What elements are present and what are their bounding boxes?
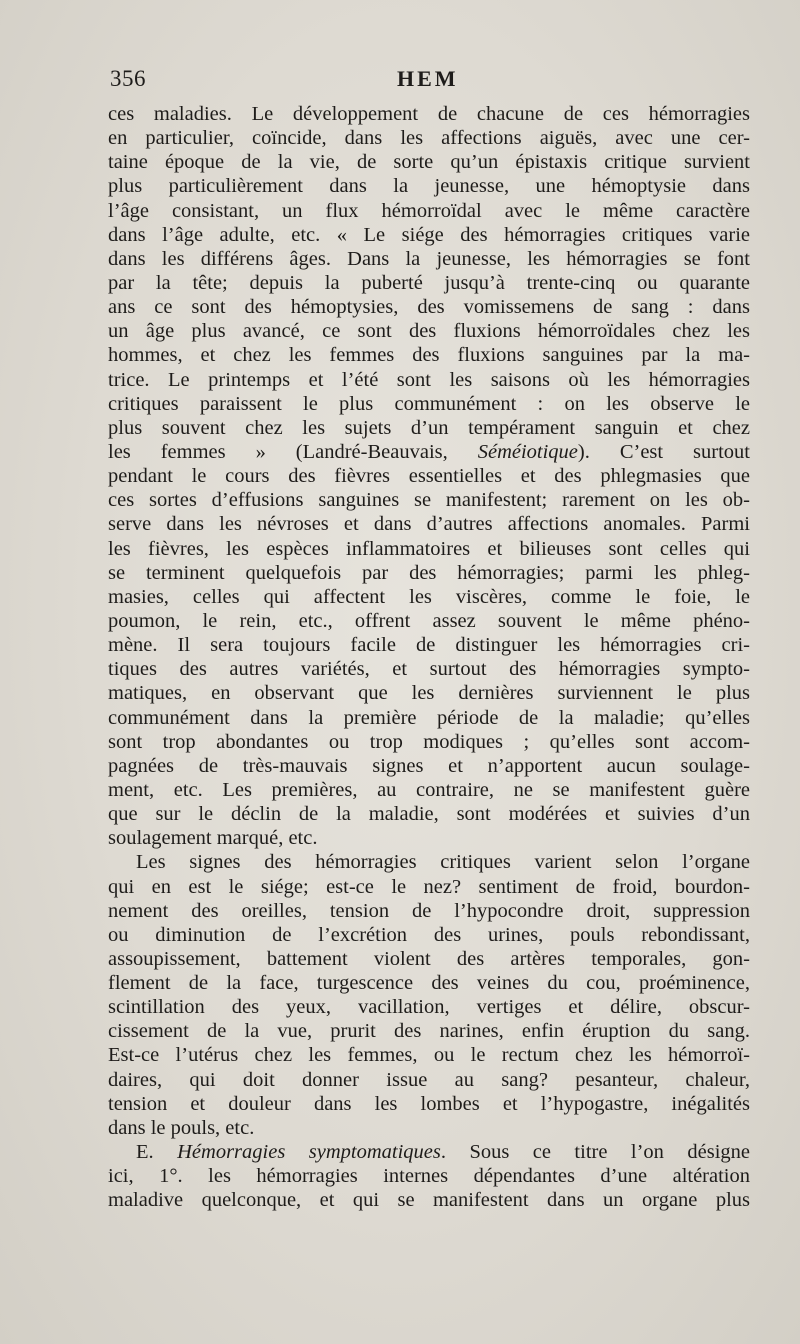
text-segment: masies, celles qui affectent les viscères, comme le foie, le — [108, 585, 750, 608]
text-segment: scintillation des yeux, vacillation, vertiges et délire, obscur- — [108, 996, 750, 1019]
text-line — [108, 392, 750, 416]
text-line — [108, 850, 750, 874]
text-segment: plus particulièrement dans la jeunesse, une hémoptysie dans — [108, 175, 750, 198]
text-segment: nement des oreilles, tension de l’hypocondre droit, suppression — [108, 899, 750, 922]
text-segment: serve dans les névroses et dans d’autres affections anomales. Parmi — [108, 513, 750, 536]
text-line — [108, 1116, 750, 1140]
text-segment: tiques des autres variétés, et surtout des hémorragies sympto- — [108, 658, 750, 681]
text-segment: se terminent quelquefois par des hémorragies; parmi les phleg- — [108, 561, 750, 584]
text-line — [108, 295, 750, 319]
text-segment: dans l’âge adulte, etc. « Le siége des hémorragies critiques varie — [108, 223, 750, 246]
text-segment: taine époque de la vie, de sorte qu’un épistaxis critique survient — [108, 151, 750, 174]
text-segment: tension et douleur dans les lombes et l’hypogastre, inégalités — [108, 1092, 750, 1115]
text-line — [108, 271, 750, 295]
text-segment: les femmes » (Landré-Beauvais, — [108, 440, 478, 463]
text-line — [108, 657, 750, 681]
text-line — [108, 126, 750, 150]
italic-text: Séméiotique — [477, 440, 578, 463]
text-line — [108, 343, 750, 367]
text-segment: ici, 1°. les hémorragies internes dépendantes d’une altération — [108, 1165, 750, 1188]
text-line — [108, 150, 750, 174]
text-line — [108, 416, 750, 440]
text-segment: ces maladies. Le développement de chacune de ces hémorragies — [108, 103, 750, 125]
text-segment: sont trop abondantes ou trop modiques ; qu’elles sont accom- — [108, 730, 750, 753]
text-segment: ans ce sont des hémoptysies, des vomissemens de sang : dans — [108, 296, 750, 319]
text-segment: que sur le déclin de la maladie, sont modérées et suivies d’un — [108, 803, 750, 826]
text-line — [108, 1140, 750, 1164]
text-segment: par la tête; depuis la puberté jusqu’à trente-cinq ou quarante — [108, 271, 750, 294]
text-segment: daires, qui doit donner issue au sang? pesanteur, chaleur, — [108, 1068, 750, 1091]
text-segment: matiques, en observant que les dernières surviennent le plus — [108, 682, 750, 705]
running-head: HEM — [397, 66, 459, 91]
text-segment: dans les différens âges. Dans la jeunesse, les hémorragies se font — [108, 247, 750, 270]
text-segment: mène. Il sera toujours facile de distinguer les hémorragies cri- — [108, 634, 750, 657]
text-line — [108, 174, 750, 198]
text-line — [108, 199, 750, 223]
text-segment: poumon, le rein, etc., offrent assez souvent le même phéno- — [108, 609, 750, 632]
text-segment: plus souvent chez les sujets d’un tempérament sanguin et chez — [108, 416, 750, 439]
text-segment: maladive quelconque, et qui se manifestent dans un organe plus — [108, 1189, 750, 1212]
text-line — [108, 561, 750, 585]
text-segment: assoupissement, battement violent des artères temporales, gon- — [108, 947, 750, 970]
page-number: 356 — [110, 66, 146, 91]
text-line — [108, 609, 750, 633]
text-line — [108, 826, 750, 850]
text-line — [108, 875, 750, 899]
text-line — [108, 802, 750, 826]
text-segment: l’âge consistant, un flux hémorroïdal avec le même caractère — [108, 199, 750, 222]
text-line — [108, 537, 750, 561]
text-segment: E. — [136, 1141, 178, 1164]
page-header — [110, 66, 750, 100]
text-line — [108, 754, 750, 778]
text-line — [108, 102, 750, 126]
text-segment: en particulier, coïncide, dans les affections aiguës, avec une cer- — [108, 127, 750, 150]
text-line — [108, 971, 750, 995]
text-line — [108, 995, 750, 1019]
text-segment: dans le pouls, etc. — [108, 1116, 255, 1139]
italic-text: Hémorragies symptomatiques — [177, 1141, 441, 1164]
text-line — [108, 633, 750, 657]
text-line — [108, 247, 750, 271]
text-segment: . Sous ce titre l’on désigne — [440, 1141, 750, 1164]
text-segment: flement de la face, turgescence des veines du cou, proéminence, — [108, 972, 750, 995]
text-segment: hommes, et chez les femmes des fluxions sanguines par la ma- — [108, 344, 750, 367]
text-line — [108, 706, 750, 730]
text-segment: Est-ce l’utérus chez les femmes, ou le rectum chez les hémorroï- — [108, 1044, 750, 1067]
text-segment: pendant le cours des fièvres essentielles et des phlegmasies que — [108, 465, 750, 488]
text-segment: soulagement marqué, etc. — [108, 827, 318, 850]
text-line — [108, 1019, 750, 1043]
text-line — [108, 1092, 750, 1116]
body-text — [108, 102, 750, 1212]
text-line — [108, 368, 750, 392]
text-segment: Les signes des hémorragies critiques varient selon l’organe — [136, 851, 750, 874]
text-segment: ou diminution de l’excrétion des urines, pouls rebondissant, — [108, 923, 750, 946]
text-line — [108, 1164, 750, 1188]
text-segment: ment, etc. Les premières, au contraire, ne se manifestent guère — [108, 778, 750, 801]
text-line — [108, 1043, 750, 1067]
text-line — [108, 923, 750, 947]
text-segment: les fièvres, les espèces inflammatoires et bilieuses sont celles qui — [108, 537, 750, 560]
text-line — [108, 512, 750, 536]
text-line — [108, 778, 750, 802]
text-line — [108, 440, 750, 464]
text-line — [108, 681, 750, 705]
text-line — [108, 223, 750, 247]
text-segment: communément dans la première période de la maladie; qu’elles — [108, 706, 750, 729]
text-segment: qui en est le siége; est-ce le nez? sentiment de froid, bourdon- — [108, 875, 750, 898]
text-segment: cissement de la vue, prurit des narines, enfin éruption du sang. — [108, 1020, 750, 1043]
text-line — [108, 1068, 750, 1092]
text-line — [108, 585, 750, 609]
text-line — [108, 730, 750, 754]
text-line — [108, 947, 750, 971]
text-segment: pagnées de très-mauvais signes et n’apportent aucun soulage- — [108, 754, 750, 777]
text-segment: critiques paraissent le plus communément : on les observe le — [108, 392, 750, 415]
text-line — [108, 488, 750, 512]
text-line — [108, 464, 750, 488]
text-line — [108, 1188, 750, 1212]
text-line — [108, 899, 750, 923]
text-segment: ces sortes d’effusions sanguines se manifestent; rarement on les ob- — [108, 489, 750, 512]
text-segment: trice. Le printemps et l’été sont les saisons où les hémorragies — [108, 368, 750, 391]
text-segment: ). C’est surtout — [577, 440, 751, 463]
text-segment: un âge plus avancé, ce sont des fluxions hémorroïdales chez les — [108, 320, 750, 343]
text-line — [108, 319, 750, 343]
